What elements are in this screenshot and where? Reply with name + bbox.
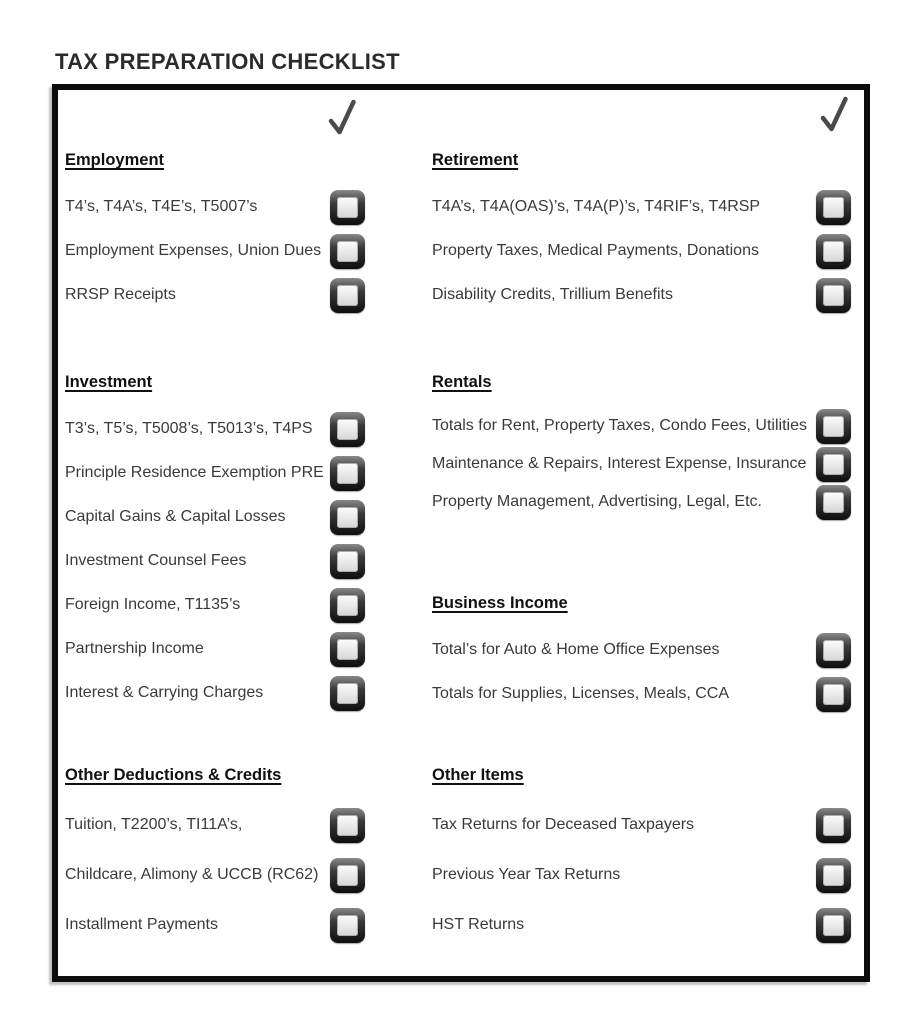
item-checkbox[interactable] (330, 500, 365, 535)
item-label: Tax Returns for Deceased Taxpayers (432, 816, 695, 833)
section-other-items (432, 763, 851, 950)
item-label: T4’s, T4A’s, T4E’s, T5007’s (65, 198, 258, 215)
checklist-row (65, 451, 365, 495)
item-label: Principle Residence Exemption PRE (65, 464, 324, 481)
section-investment (65, 370, 365, 715)
checklist-row (432, 628, 851, 672)
item-checkbox[interactable] (816, 485, 851, 520)
checklist-row (65, 229, 365, 273)
item-checkbox[interactable] (330, 676, 365, 711)
checklist-row (65, 407, 365, 451)
page-title: TAX PREPARATION CHECKLIST (55, 49, 400, 74)
item-checkbox[interactable] (816, 677, 851, 712)
item-label: Capital Gains & Capital Losses (65, 508, 286, 525)
item-label: Investment Counsel Fees (65, 552, 247, 569)
item-checkbox[interactable] (816, 278, 851, 313)
checklist-row (432, 800, 851, 850)
item-checkbox[interactable] (816, 858, 851, 893)
item-label: HST Returns (432, 916, 525, 933)
checkbox-inner (337, 241, 358, 262)
checkbox-inner (337, 865, 358, 886)
checklist-row (432, 407, 851, 445)
item-label: T3’s, T5’s, T5008’s, T5013’s, T4PS (65, 420, 313, 437)
checkbox-inner (823, 241, 844, 262)
checkbox-inner (337, 507, 358, 528)
section-rentals (432, 370, 851, 521)
item-label: Interest & Carrying Charges (65, 684, 264, 701)
item-checkbox[interactable] (330, 858, 365, 893)
section-title: Business Income (432, 594, 568, 612)
item-label: Employment Expenses, Union Dues (65, 242, 322, 259)
checkbox-inner (823, 684, 844, 705)
item-checkbox[interactable] (330, 456, 365, 491)
checkbox-inner (823, 416, 844, 437)
item-label: Property Management, Advertising, Legal, Etc. (432, 493, 762, 510)
section-title: Other Items (432, 766, 524, 784)
checkbox-inner (823, 815, 844, 836)
checkbox-inner (337, 815, 358, 836)
checklist-row (65, 185, 365, 229)
checklist-row (432, 185, 851, 229)
item-checkbox[interactable] (330, 908, 365, 943)
checklist-row (65, 850, 365, 900)
item-checkbox[interactable] (816, 234, 851, 269)
section-title: Other Deductions & Credits (65, 766, 282, 784)
item-checkbox[interactable] (330, 190, 365, 225)
item-checkbox[interactable] (816, 908, 851, 943)
checkbox-inner (823, 915, 844, 936)
checklist-row (65, 539, 365, 583)
section-title: Investment (65, 373, 153, 391)
checklist-row (65, 273, 365, 317)
item-label: Maintenance & Repairs, Interest Expense, Insurance (432, 455, 807, 472)
checklist-row (432, 483, 851, 521)
item-label: Totals for Supplies, Licenses, Meals, CCA (432, 685, 730, 702)
item-checkbox[interactable] (330, 588, 365, 623)
section-title: Employment (65, 151, 165, 169)
checkbox-inner (823, 865, 844, 886)
checklist-row (65, 495, 365, 539)
checkbox-inner (823, 285, 844, 306)
checkbox-inner (337, 197, 358, 218)
item-checkbox[interactable] (330, 544, 365, 579)
item-checkbox[interactable] (330, 278, 365, 313)
checkbox-inner (337, 463, 358, 484)
item-label: Foreign Income, T1135’s (65, 596, 241, 613)
checklist-row (432, 229, 851, 273)
checkbox-inner (337, 419, 358, 440)
checkbox-inner (337, 285, 358, 306)
item-label: Installment Payments (65, 916, 218, 933)
item-label: Property Taxes, Medical Payments, Donations (432, 242, 759, 259)
checkbox-inner (823, 197, 844, 218)
item-label: Tuition, T2200’s, TI11A’s, (65, 816, 243, 833)
item-label: Totals for Rent, Property Taxes, Condo Fees, Utilities (432, 417, 807, 434)
checklist-row (432, 445, 851, 483)
section-other-deductions (65, 763, 365, 950)
checkbox-inner (823, 492, 844, 513)
item-checkbox[interactable] (330, 412, 365, 447)
section-employment (65, 148, 365, 317)
checklist-row (65, 900, 365, 950)
section-retirement (432, 148, 851, 317)
section-business-income (432, 591, 851, 716)
item-label: RRSP Receipts (65, 286, 176, 303)
checklist-box (52, 84, 870, 982)
checkbox-inner (337, 639, 358, 660)
checklist-row (432, 672, 851, 716)
item-label: T4A’s, T4A(OAS)’s, T4A(P)’s, T4RIF’s, T4RSP (432, 198, 761, 215)
item-checkbox[interactable] (330, 632, 365, 667)
checkbox-inner (337, 595, 358, 616)
section-title: Rentals (432, 373, 492, 391)
checklist-column-left (65, 90, 365, 976)
item-label: Total’s for Auto & Home Office Expenses (432, 641, 720, 658)
checkbox-inner (823, 454, 844, 475)
item-checkbox[interactable] (816, 808, 851, 843)
checklist-row (65, 627, 365, 671)
checkbox-inner (337, 683, 358, 704)
item-checkbox[interactable] (330, 808, 365, 843)
checklist-row (65, 583, 365, 627)
checklist-row (65, 800, 365, 850)
checkbox-inner (337, 915, 358, 936)
item-label: Partnership Income (65, 640, 204, 657)
checklist-column-right (432, 90, 851, 976)
checklist-row (432, 273, 851, 317)
section-title: Retirement (432, 151, 519, 169)
checklist-row (432, 900, 851, 950)
item-checkbox[interactable] (816, 447, 851, 482)
item-checkbox[interactable] (816, 190, 851, 225)
item-checkbox[interactable] (816, 409, 851, 444)
checkbox-inner (823, 640, 844, 661)
item-label: Disability Credits, Trillium Benefits (432, 286, 673, 303)
checklist-row (432, 850, 851, 900)
item-label: Previous Year Tax Returns (432, 866, 621, 883)
checklist-row (65, 671, 365, 715)
item-checkbox[interactable] (816, 633, 851, 668)
item-checkbox[interactable] (330, 234, 365, 269)
checkbox-inner (337, 551, 358, 572)
item-label: Childcare, Alimony & UCCB (RC62) (65, 866, 319, 883)
